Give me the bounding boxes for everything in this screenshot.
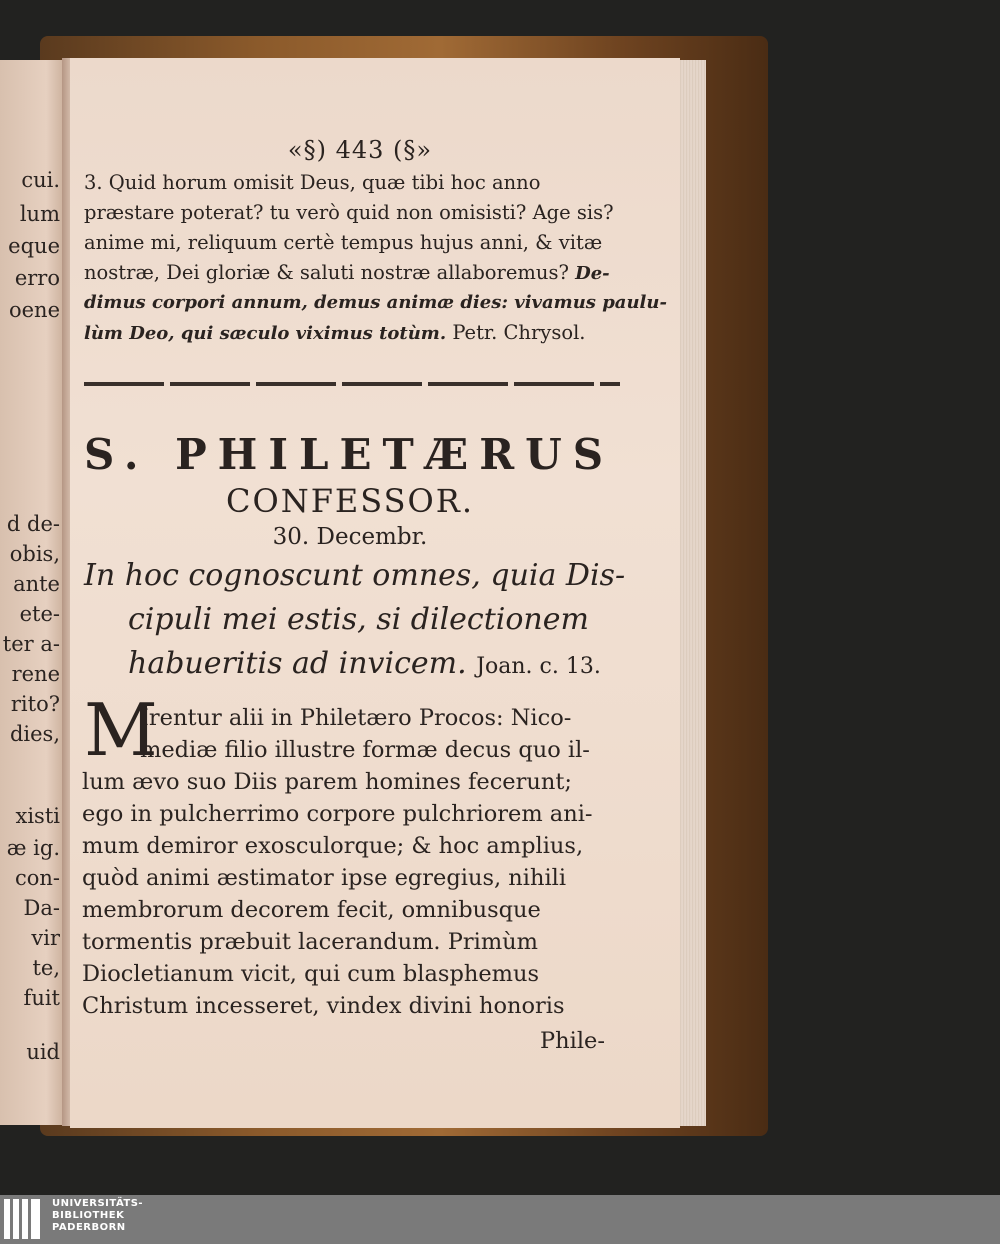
left-fragment: lum	[19, 202, 60, 226]
left-fragment: eque	[8, 234, 60, 258]
left-fragment: Da-	[23, 896, 60, 920]
text-line: 3. Quid horum omisit Deus, quæ tibi hoc anno	[84, 171, 541, 194]
saint-title: S. PHILETÆRUS	[84, 430, 615, 479]
left-fragment: rito?	[10, 692, 60, 716]
italic-segment: De-	[575, 263, 610, 284]
catchword: Phile-	[540, 1028, 605, 1054]
left-fragment: xisti	[15, 804, 60, 828]
drop-capital: M	[84, 688, 158, 772]
quote-line	[128, 646, 688, 681]
quote-line: In hoc cognoscunt omnes, quia Dis-	[84, 558, 626, 593]
left-fragment: fuit	[23, 986, 60, 1010]
body-line: mediæ filio illustre formæ decus quo il-	[140, 737, 590, 763]
library-name-line: BIBLIOTHEK	[52, 1210, 125, 1221]
library-name-line: PADERBORN	[52, 1222, 126, 1233]
body-line: mum demiror exosculorque; & hoc amplius,	[82, 833, 584, 859]
left-page-fragment	[0, 60, 66, 1125]
quote-reference: Joan. c. 13.	[476, 654, 601, 679]
left-fragment: vir	[31, 926, 60, 950]
body-line: membrorum decorem fecit, omnibusque	[82, 897, 541, 923]
feast-date: 30. Decembr.	[272, 524, 428, 550]
left-fragment: cui.	[21, 168, 60, 192]
body-line: quòd animi æstimator ipse egregius, nihili	[82, 865, 567, 891]
body-line: tormentis præbuit lacerandum. Primùm	[82, 929, 538, 955]
left-fragment: ete-	[19, 602, 60, 626]
left-fragment: d de-	[6, 512, 60, 536]
quote-line: cipuli mei estis, si dilectionem	[128, 602, 589, 637]
text-line: præstare poterat? tu verò quid non omisisti? Age sis?	[84, 201, 614, 224]
page-header: «§) 443 (§»	[287, 136, 433, 164]
left-fragment: oene	[8, 298, 60, 322]
text-line: anime mi, reliquum certè tempus hujus anni, & vitæ	[84, 231, 603, 254]
left-fragment: ter a-	[2, 632, 60, 656]
saint-subtitle: CONFESSOR.	[225, 482, 475, 520]
left-fragment: dies,	[9, 722, 60, 746]
text-line	[84, 318, 624, 349]
left-fragment: ante	[13, 572, 60, 596]
text-segment: nostræ, Dei gloriæ & saluti nostræ allaboremus?	[84, 261, 569, 284]
left-fragment: te,	[32, 956, 60, 980]
source-reference: Petr. Chrysol.	[452, 321, 586, 344]
left-fragment: erro	[14, 266, 60, 290]
body-line: Irentur alii in Philetæro Procos: Nico-	[140, 705, 572, 731]
body-line: ego in pulcherrimo corpore pulchriorem ani-	[82, 801, 593, 827]
library-name	[52, 1198, 143, 1234]
left-fragment: æ ig.	[6, 836, 60, 860]
italic-segment: lùm Deo, qui sæculo viximus totùm.	[84, 323, 447, 344]
left-fragment: rene	[11, 662, 60, 686]
library-logo-icon	[4, 1199, 46, 1239]
library-footer	[0, 1195, 1000, 1244]
body-line: lum ævo suo Diis parem homines fecerunt;	[82, 769, 572, 795]
right-page	[70, 58, 680, 1128]
left-fragment: obis,	[9, 542, 60, 566]
left-fragment: con-	[14, 866, 60, 890]
body-line: Diocletianum vicit, qui cum blasphemus	[82, 961, 540, 987]
quote-segment: habueritis ad invicem.	[128, 646, 467, 681]
text-line	[84, 258, 624, 289]
library-name-line: UNIVERSITÄTS-	[52, 1198, 144, 1209]
body-line: Christum incesseret, vindex divini honoris	[82, 993, 565, 1019]
italic-line: dimus corpori annum, demus animæ dies: vivamus paulu-	[84, 292, 667, 313]
page-edges	[676, 60, 706, 1126]
section-divider	[84, 382, 620, 386]
left-fragment: uid	[26, 1040, 60, 1064]
